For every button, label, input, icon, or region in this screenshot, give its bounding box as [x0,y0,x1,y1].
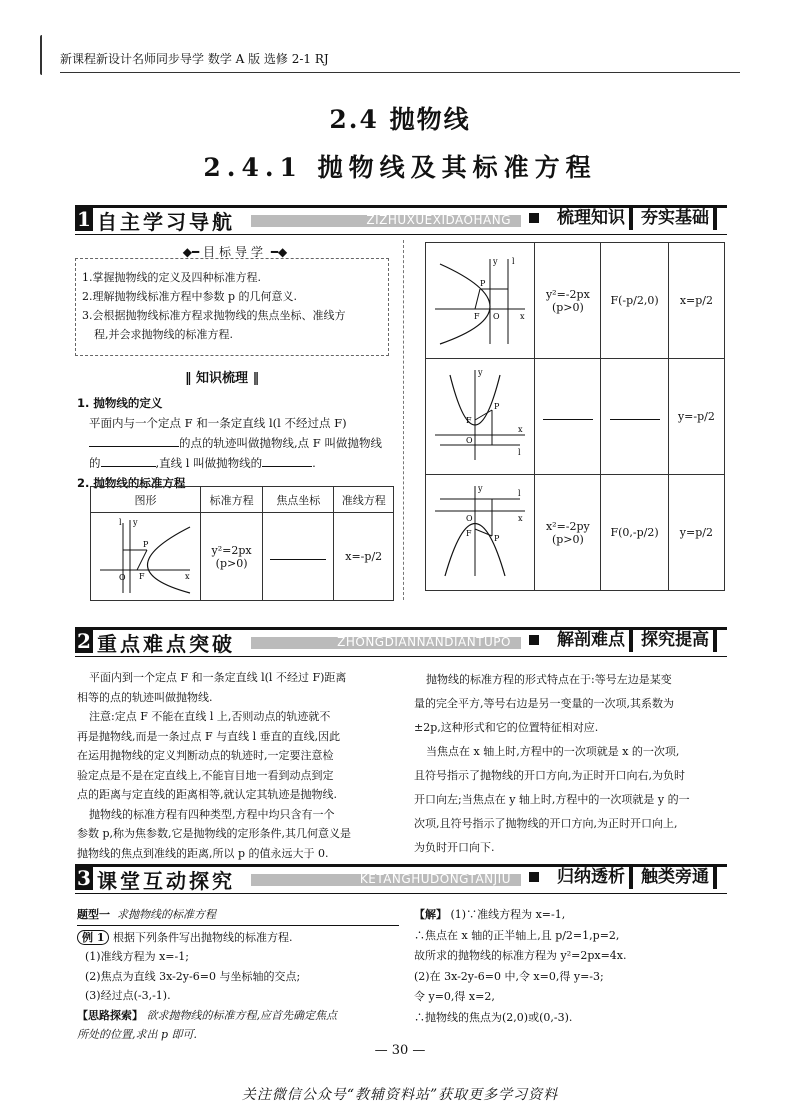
para-line: 当焦点在 x 轴上时,方程中的一次项就是 x 的一次项, [426,745,680,758]
col-header: 准线方程 [334,487,394,513]
std-table-right [425,242,725,591]
fill-blank [270,559,326,560]
section-bar-2 [75,627,727,657]
svg-text:l: l [518,448,521,457]
section-tag-2: 触类旁通 [637,865,717,889]
type-title: 求抛物线的标准方程 [117,908,216,921]
solution-line: ∴焦点在 x 轴的正半轴上,且 p/2=1,p=2, [414,928,620,942]
fill-blank [89,446,179,447]
focus-cell [601,359,668,475]
section-tag-1: 梳理知识 [553,206,633,230]
directrix-cell: y=p/2 [668,475,724,591]
para-line: ±2p,这种形式和它的位置特征相对应. [414,721,599,734]
type-label: 题型一 [77,908,110,921]
condition-line: (1)准线方程为 x=-1; [85,950,189,963]
fill-blank [610,419,660,420]
pinyin-strip [251,637,521,649]
para-line: 抛物线的标准方程的形式特点在于:等号左边是某变 [426,673,672,686]
section-heading: 重点难点突破 [97,632,235,656]
explore-line [77,1006,399,1026]
sec2-right-text [414,668,730,860]
goals-title: 目标导学 [202,245,267,259]
directrix-cell: x=-p/2 [334,513,394,601]
axis-label: l [119,518,123,527]
solution-line [414,905,730,926]
square-icon [529,872,539,882]
graph-cell [426,359,535,475]
square-icon [529,635,539,645]
def-text: 的 [89,456,101,470]
solution-line: 故所求的抛物线的标准方程为 y²=2px=4x. [414,949,627,962]
def-line-3: 的 ,直线 l 叫做抛物线的 . [89,456,316,470]
svg-text:F: F [466,416,472,425]
condition-text: (p>0) [551,532,584,546]
fill-blank [101,466,156,467]
example-text: 根据下列条件写出抛物线的标准方程. [112,930,293,944]
para-line: 注意:定点 F 不能在直线 l 上,否则动点的轨迹就不 [89,710,331,723]
equation-cell [535,243,601,359]
svg-text:F: F [139,572,146,581]
equation-cell [535,475,601,591]
svg-text:x: x [518,514,523,523]
equation-cell [535,359,601,475]
section-heading: 自主学习导航 [97,210,235,234]
solution-block [414,905,730,1028]
equation-text: x²=-2py [545,519,590,533]
section-number: 2 [75,629,93,653]
svg-text:P: P [143,540,149,549]
example-badge: 例 1 [77,930,109,945]
type-heading [77,905,399,926]
para-line: 量的完全平方,等号右边是另一变量的一次项,其系数为 [414,697,674,710]
equation-text: y²=2px [211,543,252,557]
focus-cell: F(0,-p/2) [601,475,668,591]
section-number: 1 [75,207,93,231]
def-line-2 [77,433,402,453]
svg-text:P: P [494,402,500,411]
solution-label: 【解】 [414,908,447,921]
svg-text:O: O [493,312,500,321]
svg-text:x: x [520,312,525,321]
focus-cell: F(-p/2,0) [601,243,668,359]
svg-text:P: P [494,534,500,543]
svg-text:y: y [478,368,483,377]
para-line: 开口向左;当焦点在 y 轴上时,方程中的一次项就是 y 的一 [414,793,690,806]
section-tag-2: 探究提高 [637,628,717,652]
svg-text:O: O [119,573,127,582]
fill-blank [262,466,312,467]
parabola-down-graph [430,481,530,581]
condition-text: (p>0) [551,300,584,314]
column-divider [403,240,404,600]
para-line: 验定点是不是在定直线上,不能盲目地一看到动点到定 [77,768,334,782]
para-line: 抛物线的焦点到准线的距离,所以 p 的值永远大于 0. [77,846,329,860]
graph-cell [426,475,535,591]
example-line [77,928,399,948]
arrow-right-icon: ━◆ [270,245,288,259]
solution-text: (1)∵准线方程为 x=-1, [450,908,566,921]
svg-text:x: x [185,572,190,581]
svg-text:F: F [466,529,472,538]
para-line: 点的距离与定直线的距离相等,就认定其轨迹是抛物线. [77,788,337,801]
chapter-title: 2.4 抛物线 [329,105,471,134]
book-header: 新课程新设计名师同步导学 数学 A 版 选修 2-1 RJ [60,52,329,66]
svg-text:y: y [493,257,498,266]
explore-label: 【思路探索】 [77,1008,143,1022]
condition-line: (3)经过点(-3,-1). [85,989,171,1002]
section-title: 2.4.1 抛物线及其标准方程 [203,153,597,182]
col-header: 图形 [91,487,201,513]
section-pinyin: KETANGHUDONGTANJIU [359,872,511,886]
definition-block [77,393,402,493]
parabola-left-graph [430,249,530,349]
section-heading: 课堂互动探究 [97,869,235,893]
directrix-cell: x=p/2 [668,243,724,359]
fill-blank [543,419,593,420]
explore-text: 欲求抛物线的标准方程,应首先确定焦点 [146,1008,337,1022]
def-heading: 1. 抛物线的定义 [77,396,163,410]
square-icon [529,213,539,223]
svg-text:l: l [512,257,515,266]
std-heading: 2. 抛物线的标准方程 [77,476,186,490]
def-line: 平面内与一个定点 F 和一条定直线 l(l 不经过点 F) [89,416,347,430]
section-tag-2: 夯实基础 [637,206,717,230]
std-table-left [90,486,394,601]
section-bar-3 [75,864,727,894]
goal-item: 2.理解抛物线标准方程中参数 p 的几何意义. [82,290,298,303]
col-header: 焦点坐标 [263,487,334,513]
para-line: 参数 p,称为焦参数,它是抛物线的定形条件,其几何意义是 [77,827,352,840]
svg-text:l: l [518,489,521,498]
para-line: 再是抛物线,而是一条过点 F 与直线 l 垂直的直线,因此 [77,729,341,743]
condition-line: (2)焦点为直线 3x-2y-6=0 与坐标轴的交点; [85,969,301,983]
knowledge-title: 知识梳理 [196,371,249,386]
header-bracket [40,35,44,75]
parabola-up-graph [430,365,530,465]
svg-text:y: y [133,518,139,527]
goal-item: 3.会根据抛物线标准方程求抛物线的焦点坐标、准线方 [82,309,346,322]
section-pinyin: ZHONGDIANNANDIANTUPO [337,635,511,649]
svg-text:y: y [478,484,483,493]
bracket-icon: ‖ [248,371,260,386]
para-line: 抛物线的标准方程有四种类型,方程中均只含有一个 [89,807,335,821]
section-number: 3 [75,866,93,890]
goal-item: 1.掌握抛物线的定义及四种标准方程. [82,271,261,284]
section-tag-1: 解剖难点 [553,628,633,652]
pinyin-strip [251,215,521,227]
solution-line: 令 y=0,得 x=2, [414,990,495,1003]
svg-text:F: F [474,312,480,321]
equation-text: y²=-2px [545,287,590,301]
header-rule [60,72,740,73]
solution-line: (2)在 3x-2y-6=0 中,令 x=0,得 y=-3; [414,969,604,983]
arrow-left-icon: ◆━ [182,245,200,259]
explore-line-2: 所处的位置,求出 p 即可. [77,1028,198,1041]
goals-list [82,268,346,344]
graph-cell [426,243,535,359]
para-line: 平面内到一个定点 F 和一条定直线 l(l 不经过 F)距离 [89,671,347,684]
condition-text: (p>0) [215,556,248,570]
parabola-right-graph [95,515,195,595]
para-line: 相等的点的轨迹叫做抛物线. [77,690,213,704]
svg-text:O: O [466,514,473,523]
svg-text:P: P [480,279,486,288]
graph-cell [91,513,201,601]
para-line: 为负时开口向下. [414,841,495,854]
def-text: 的点的轨迹叫做抛物线,点 F 叫做抛物线 [179,436,382,450]
directrix-cell: y=-p/2 [668,359,724,475]
col-header: 标准方程 [200,487,262,513]
def-text: ,直线 l 叫做抛物线的 [155,456,263,470]
sec2-left-text [77,668,397,863]
para-line: 次项,且符号指示了抛物线的开口方向,为正时开口向上, [414,817,678,830]
equation-cell [200,513,262,601]
svg-text:x: x [518,425,523,434]
svg-text:O: O [466,436,473,445]
para-line: 在运用抛物线的定义判断动点的轨迹时,一定要注意检 [77,749,334,762]
solution-line: ∴抛物线的焦点为(2,0)或(0,-3). [414,1010,573,1024]
focus-cell [263,513,334,601]
page-number: — 30 — [374,1043,426,1058]
section-pinyin: ZIZHUXUEXIDAOHANG [366,213,511,227]
bracket-icon: ‖ [185,371,197,386]
footer-note: 关注微信公众号“教辅资料站”获取更多学习资料 [241,1087,559,1103]
example-block [77,905,399,1045]
section-bar-1 [75,205,727,235]
goal-item: 程,并会求抛物线的标准方程. [94,328,233,341]
section-tag-1: 归纳透析 [553,865,633,889]
pinyin-strip [251,874,521,886]
knowledge-heading [185,367,259,386]
para-line: 且符号指示了抛物线的开口方向,为正时开口向右,为负时 [414,769,685,782]
